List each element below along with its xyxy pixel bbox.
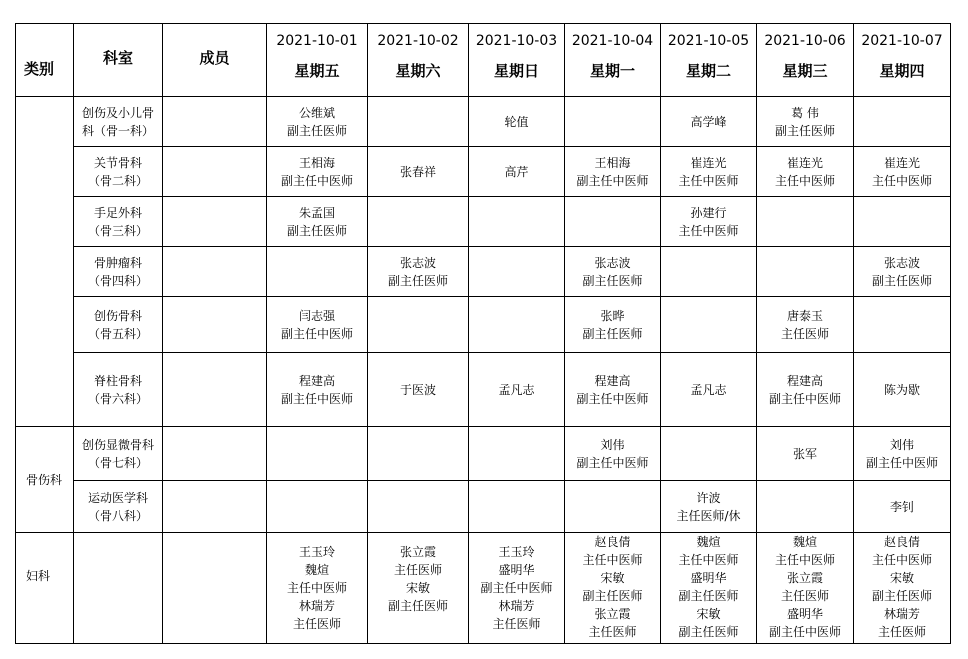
cell-text: 李钊 [889,499,914,514]
department-cell [74,427,163,481]
table-row [16,147,951,197]
cell-text: 主任医师/休 [676,508,741,523]
cell-text: 副主任中医师 [480,581,553,595]
cell-text: 主任医师 [393,563,442,577]
duty-cell [267,533,368,644]
cell-text: 公维斌 [298,105,335,120]
duty-cell [565,147,661,197]
cell-text: 程建高 [298,373,335,388]
category-label: 妇科 [26,569,51,583]
cell-text: 魏煊 [696,535,721,549]
duty-cell [267,297,368,353]
cell-text: 高芹 [504,164,529,179]
cell-text: 创伤显微骨科 [81,437,154,452]
cell-text: 魏煊 [304,563,329,577]
duty-cell [854,481,951,533]
duty-cell [661,197,757,247]
cell-text: 盛明华 [786,607,823,621]
cell-text: 王玉玲 [298,545,335,559]
table-row [16,97,951,147]
cell-text: 王玉玲 [498,545,535,559]
cell-text: 张立霞 [786,571,823,585]
cell-text: 王相海 [594,155,631,170]
cell-text: 张立霞 [399,545,436,559]
table-row [16,247,951,297]
duty-cell [661,427,757,481]
duty-cell [469,533,565,644]
cell-text: 主任中医师 [678,173,739,188]
cell-text: 宋敏 [696,607,721,621]
duty-cell [757,533,854,644]
cell-text: 副主任医师 [387,273,448,288]
cell-text: 林瑞芳 [883,607,920,621]
cell-text: 葛 伟 [791,105,819,120]
cell-text: 轮值 [504,114,529,129]
members-cell [163,147,267,197]
cell-text: 副主任中医师 [280,173,353,188]
cell-text: 主任中医师 [871,553,932,567]
cell-text: （骨四科） [87,273,148,288]
cell-text: （骨二科） [87,173,148,188]
cell-text: （骨六科） [87,391,148,406]
header-department: 科室 [74,24,163,97]
cell-text: 主任医师 [780,589,829,603]
category-cell-blank [16,97,74,427]
duty-cell [661,247,757,297]
duty-cell [469,197,565,247]
header-row [16,24,951,97]
cell-text: 孙建行 [690,205,727,220]
department-cell [74,533,163,644]
department-cell [74,147,163,197]
cell-text: 崔连光 [786,155,823,170]
duty-cell [757,481,854,533]
header-date-2: 2021-10-02 星期六 [368,24,469,97]
cell-text: 于医波 [399,382,436,397]
cell-text: 宋敏 [405,581,430,595]
cell-text: 孟凡志 [498,382,535,397]
cell-text: 副主任医师 [678,589,739,603]
members-cell [163,297,267,353]
header-date-5: 2021-10-05 星期二 [661,24,757,97]
duty-cell [565,297,661,353]
cell-text: 副主任医师 [387,599,448,613]
duty-cell [565,247,661,297]
members-cell [163,353,267,427]
category-cell-fuke [16,533,74,644]
duty-cell [267,247,368,297]
duty-cell [469,147,565,197]
cell-text: （骨三科） [87,223,148,238]
cell-text: 朱孟国 [298,205,335,220]
members-cell [163,247,267,297]
duty-cell [854,353,951,427]
department-cell [74,481,163,533]
duty-cell [565,481,661,533]
cell-text: 副主任医师 [286,223,347,238]
cell-text: 唐泰玉 [786,308,823,323]
duty-cell [565,427,661,481]
cell-text: 副主任医师 [774,123,835,138]
duty-cell [757,147,854,197]
cell-text: 主任中医师 [871,173,932,188]
cell-text: 关节骨科 [93,155,142,170]
duty-cell [757,247,854,297]
duty-cell [368,427,469,481]
duty-cell [661,481,757,533]
duty-cell [368,147,469,197]
cell-text: 手足外科 [93,205,142,220]
duty-cell [565,353,661,427]
department-cell [74,297,163,353]
department-cell [74,353,163,427]
cell-text: 张晔 [600,308,625,323]
duty-cell [565,533,661,644]
duty-cell [469,353,565,427]
duty-cell [368,533,469,644]
cell-text: 陈为歇 [883,382,920,397]
duty-cell [267,481,368,533]
cell-text: 副主任中医师 [576,173,649,188]
duty-cell [368,247,469,297]
cell-text: 主任中医师 [774,553,835,567]
cell-text: 林瑞芳 [298,599,335,613]
cell-text: 张春祥 [399,164,436,179]
duty-cell [854,197,951,247]
cell-text: 刘伟 [889,437,914,452]
cell-text: 创伤骨科 [93,308,142,323]
duty-cell [757,297,854,353]
duty-cell [469,427,565,481]
cell-text: 主任中医师 [678,223,739,238]
cell-text: 副主任医师 [582,589,643,603]
cell-text: 张志波 [883,255,920,270]
cell-text: 孟凡志 [690,382,727,397]
duty-cell [368,97,469,147]
cell-text: 主任中医师 [678,553,739,567]
header-date-4: 2021-10-04 星期一 [565,24,661,97]
cell-text: 副主任医师 [678,625,739,639]
category-label: 骨伤科 [26,472,63,487]
cell-text: 赵良倩 [594,535,631,549]
cell-text: 创伤及小儿骨 [81,105,154,120]
cell-text: 副主任中医师 [768,391,841,406]
cell-text: 主任中医师 [582,553,643,567]
duty-cell [469,247,565,297]
cell-text: 主任医师 [492,617,541,631]
duty-cell [854,297,951,353]
duty-cell [368,197,469,247]
duty-cell [267,353,368,427]
cell-text: 副主任医师 [871,273,932,288]
duty-cell [757,353,854,427]
cell-text: 刘伟 [600,437,625,452]
duty-cell [368,297,469,353]
cell-text: 主任医师 [877,625,926,639]
cell-text: 崔连光 [690,155,727,170]
duty-cell [854,97,951,147]
duty-cell [854,247,951,297]
header-members: 成员 [163,24,267,97]
duty-cell [267,147,368,197]
table-row [16,353,951,427]
table-row [16,481,951,533]
cell-text: 主任医师 [780,326,829,341]
cell-text: 魏煊 [792,535,817,549]
duty-cell [757,197,854,247]
cell-text: 副主任医师 [286,123,347,138]
duty-cell [661,147,757,197]
duty-cell [661,353,757,427]
duty-cell [469,297,565,353]
cell-text: 运动医学科 [87,490,148,505]
duty-cell [661,297,757,353]
header-date-6: 2021-10-06 星期三 [757,24,854,97]
table-row [16,427,951,481]
cell-text: （骨七科） [87,455,148,470]
duty-cell [469,97,565,147]
cell-text: （骨五科） [87,326,148,341]
duty-cell [267,427,368,481]
header-category: 类别 [16,24,74,97]
members-cell [163,197,267,247]
header-date-3: 2021-10-03 星期日 [469,24,565,97]
duty-cell [757,97,854,147]
department-cell [74,247,163,297]
cell-text: 程建高 [786,373,823,388]
duty-cell [267,197,368,247]
header-date-7: 2021-10-07 星期四 [854,24,951,97]
cell-text: 主任中医师 [774,173,835,188]
cell-text: 宋敏 [600,571,625,585]
cell-text: 崔连光 [883,155,920,170]
duty-cell [469,481,565,533]
cell-text: 闫志强 [298,308,335,323]
cell-text: 副主任医师 [871,589,932,603]
duty-cell [661,97,757,147]
department-cell [74,97,163,147]
cell-text: 宋敏 [889,571,914,585]
cell-text: 脊柱骨科 [93,373,142,388]
members-cell [163,427,267,481]
cell-text: 林瑞芳 [498,599,535,613]
duty-cell [267,97,368,147]
cell-text: 副主任中医师 [865,455,938,470]
cell-text: 张志波 [399,255,436,270]
cell-text: 副主任中医师 [280,391,353,406]
duty-cell [854,147,951,197]
cell-text: （骨八科） [87,508,148,523]
cell-text: 副主任中医师 [280,326,353,341]
cell-text: 盛明华 [498,563,535,577]
category-cell-guke [16,427,74,533]
duty-cell [854,533,951,644]
cell-text: 主任中医师 [286,581,347,595]
cell-text: 副主任医师 [582,273,643,288]
cell-text: 许波 [696,490,721,505]
table-row-fuke [16,533,951,644]
duty-schedule-table [15,23,951,644]
cell-text: 主任医师 [292,617,341,631]
cell-text: 赵良倩 [883,535,920,549]
members-cell [163,533,267,644]
duty-cell [854,427,951,481]
cell-text: 盛明华 [690,571,727,585]
cell-text: 程建高 [594,373,631,388]
cell-text: 张志波 [594,255,631,270]
header-date-1: 2021-10-01 星期五 [267,24,368,97]
duty-cell [565,197,661,247]
cell-text: 高学峰 [690,114,727,129]
duty-cell [757,427,854,481]
cell-text: 科（骨一科） [81,123,154,138]
table-row [16,197,951,247]
cell-text: 主任医师 [588,625,637,639]
department-cell [74,197,163,247]
cell-text: 王相海 [298,155,335,170]
cell-text: 副主任中医师 [576,391,649,406]
cell-text: 骨肿瘤科 [93,255,142,270]
members-cell [163,481,267,533]
cell-text: 副主任医师 [582,326,643,341]
members-cell [163,97,267,147]
cell-text: 张立霞 [594,607,631,621]
table-row [16,297,951,353]
duty-cell [661,533,757,644]
cell-text: 张军 [792,446,817,461]
cell-text: 副主任中医师 [768,625,841,639]
duty-cell [565,97,661,147]
cell-text: 副主任中医师 [576,455,649,470]
duty-cell [368,481,469,533]
duty-cell [368,353,469,427]
